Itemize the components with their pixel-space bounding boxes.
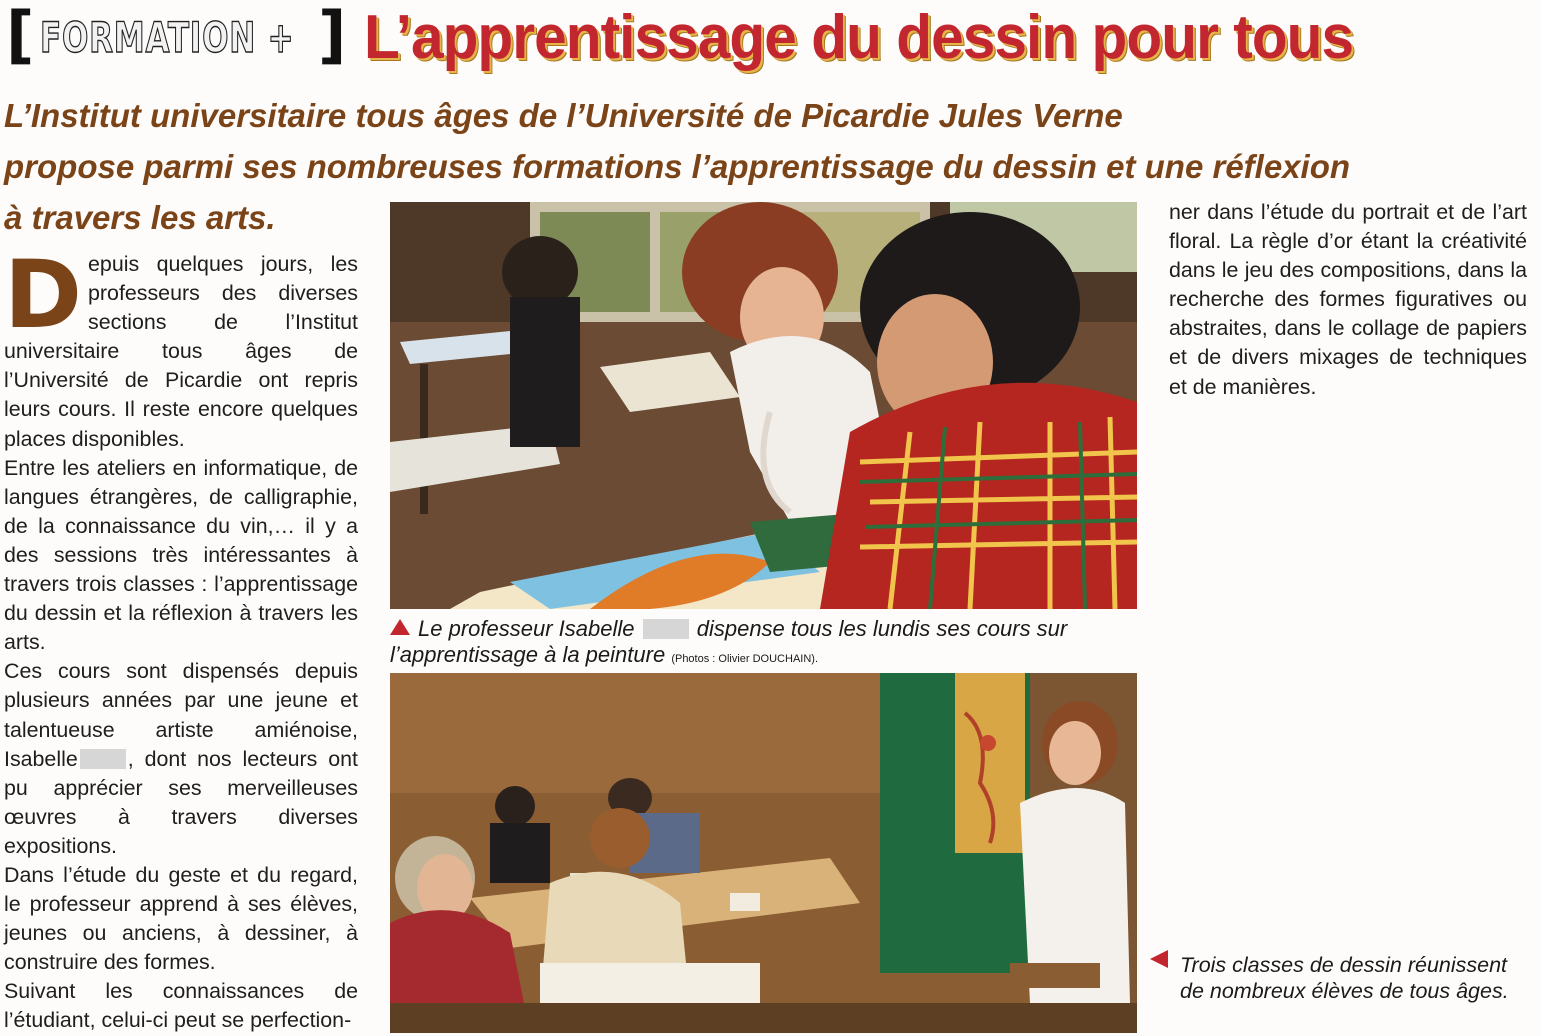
body-column-1 [4,241,358,1036]
paragraph-3-text-b: , dont nos lecteurs ont pu apprécier ses merveilleuses œuvres à travers diverses expositions. [4,746,358,858]
redacted-name [80,749,126,769]
photo-1-caption [390,616,1110,672]
bracket-open: [ [6,0,35,71]
standfirst-line-1: L’Institut universitaire tous âges de l’Université de Picardie Jules Verne [4,97,1123,134]
paragraph-6: ner dans l’étude du portrait et de l’art floral. La règle d’or étant la créativité dans le jeu des compositions, dans la recherche des formes figuratives ou abstraites, dans le collage de papiers et de divers mixages de techniques et de manières. [1169,200,1527,399]
paragraph-1-text: epuis quelques jours, les professeurs des diverses sections de l’Institut universitaire tous âges de l’Université de Picardie ont repris leurs cours. Il reste encore quelques places disponibles. [4,252,358,451]
paragraph-3 [4,657,358,861]
paragraph-2: Entre les ateliers en informatique, de langues étrangères, de calligraphie, de la connaissance du vin,… il y a des sessions très intéressantes à travers trois classes : l’apprentissage du dessin et la réflexion à travers les arts. [4,455,358,655]
photo-credit: (Photos : Olivier DOUCHAIN). [671,653,819,665]
paragraph-4: Dans l’étude du geste et du regard, le professeur apprend à ses élèves, jeunes ou anciens, à dessiner, à construire des formes. [4,862,358,975]
article-header [0,0,1541,80]
paragraph-3-text-a: Ces cours sont dispensés depuis plusieurs années par une jeune et talentueuse artiste amiénoise, Isabelle [4,659,358,771]
drop-cap: D [4,241,83,350]
standfirst-line-3: à travers les arts. [4,199,276,236]
redacted-name [643,619,689,639]
photo-class-presentation [390,673,1137,1033]
photo-2-caption: Trois classes de dessin réunissent de nombreux élèves de tous âges. [1180,953,1509,1003]
paragraph-5: Suivant les connaissances de l’étudiant, celui-ci peut se perfection- [4,979,358,1033]
section-label: FORMATION + [40,13,295,62]
standfirst-line-2: propose parmi ses nombreuses formations l’apprentissage du dessin et une réflexion [4,148,1351,185]
caption-triangle-icon [1150,950,1168,968]
caption-1-text-b: dispense tous les lundis ses cours sur l’apprentissage à la peinture [390,616,1068,667]
caption-1-text-a: Le professeur Isabelle [418,616,635,641]
bracket-close: ] [318,0,347,71]
body-column-3 [1169,198,1527,402]
headline: L’apprentissage du dessin pour tous [364,3,1354,72]
caption-triangle-icon [390,619,410,635]
photo-teacher-with-student [390,202,1137,609]
paragraph-1 [4,241,358,454]
